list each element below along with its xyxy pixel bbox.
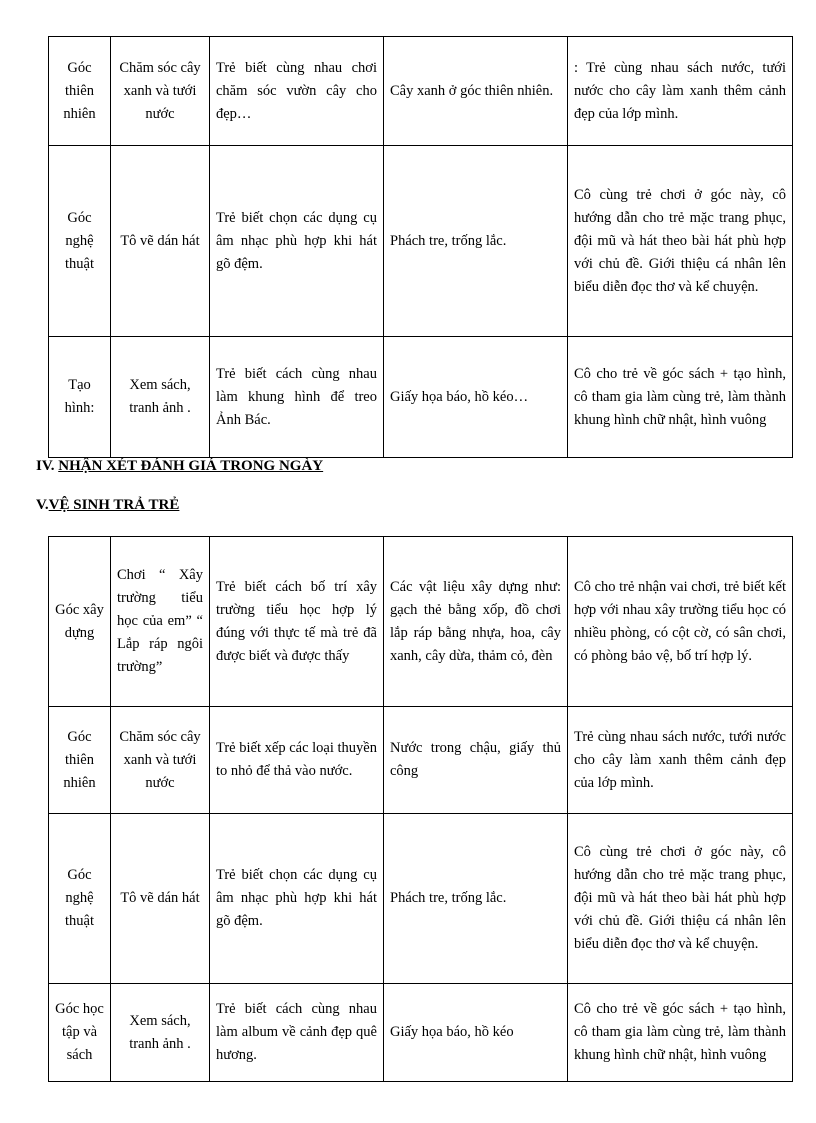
procedure-cell: Cô cho trẻ về góc sách + tạo hình, cô tham gia làm cùng trẻ, làm thành khung hình chữ nhật, hình vuông xyxy=(568,337,793,458)
section-title: NHẬN XÉT ĐÁNH GIÁ TRONG NGÀY xyxy=(58,458,324,474)
materials-cell: Phách tre, trống lắc. xyxy=(384,814,568,984)
materials-cell: Giấy họa báo, hồ kéo xyxy=(384,984,568,1082)
corner-cell: Góc nghệ thuật xyxy=(49,814,111,984)
table-row xyxy=(49,37,793,146)
materials-cell: Giấy họa báo, hồ kéo… xyxy=(384,337,568,458)
activity-cell: Tô vẽ dán hát xyxy=(111,814,210,984)
procedure-cell: Cô cho trẻ về góc sách + tạo hình, cô tham gia làm cùng trẻ, làm thành khung hình chữ nhật, hình vuông xyxy=(568,984,793,1082)
activity-cell: Xem sách, tranh ảnh . xyxy=(111,984,210,1082)
section-heading-hygiene xyxy=(36,497,179,514)
corner-cell: Tạo hình: xyxy=(49,337,111,458)
corner-cell: Góc học tập và sách xyxy=(49,984,111,1082)
table-row xyxy=(49,984,793,1082)
corner-cell: Góc thiên nhiên xyxy=(49,37,111,146)
materials-cell: Phách tre, trống lắc. xyxy=(384,146,568,337)
procedure-cell: : Trẻ cùng nhau sách nước, tưới nước cho cây làm xanh thêm cảnh đẹp của lớp mình. xyxy=(568,37,793,146)
activity-table-2 xyxy=(48,536,793,1082)
materials-cell: Các vật liệu xây dựng như: gạch thẻ bằng xốp, đồ chơi lắp ráp bằng nhựa, hoa, cây xanh, cây dừa, thảm cỏ, đèn xyxy=(384,537,568,707)
section-number: V. xyxy=(36,497,49,513)
objective-cell: Trẻ biết chọn các dụng cụ âm nhạc phù hợp khi hát gõ đệm. xyxy=(210,814,384,984)
procedure-cell: Trẻ cùng nhau sách nước, tưới nước cho cây làm xanh thêm cảnh đẹp của lớp mình. xyxy=(568,707,793,814)
table-row xyxy=(49,337,793,458)
materials-cell: Nước trong chậu, giấy thủ công xyxy=(384,707,568,814)
table-row xyxy=(49,814,793,984)
corner-cell: Góc xây dựng xyxy=(49,537,111,707)
materials-cell: Cây xanh ở góc thiên nhiên. xyxy=(384,37,568,146)
objective-cell: Trẻ biết cùng nhau chơi chăm sóc vườn cây cho đẹp… xyxy=(210,37,384,146)
objective-cell: Trẻ biết xếp các loại thuyền to nhỏ để thả vào nước. xyxy=(210,707,384,814)
table-row xyxy=(49,146,793,337)
activity-cell: Chơi “ Xây trường tiểu học của em” “ Lắp ráp ngôi trường” xyxy=(111,537,210,707)
activity-table-1 xyxy=(48,36,793,458)
table-row xyxy=(49,707,793,814)
activity-cell: Chăm sóc cây xanh và tưới nước xyxy=(111,707,210,814)
activity-cell: Tô vẽ dán hát xyxy=(111,146,210,337)
objective-cell: Trẻ biết cách cùng nhau làm khung hình để treo Ảnh Bác. xyxy=(210,337,384,458)
section-number: IV. xyxy=(36,458,55,474)
section-title: VỆ SINH TRẢ TRẺ xyxy=(48,497,180,513)
procedure-cell: Cô cùng trẻ chơi ở góc này, cô hướng dẫn cho trẻ mặc trang phục, đội mũ và hát theo bài hát phù hợp với chủ đề. Giới thiệu cá nhân lên biểu diễn đọc thơ và kể chuyện. xyxy=(568,146,793,337)
activity-cell: Xem sách, tranh ảnh . xyxy=(111,337,210,458)
activity-cell: Chăm sóc cây xanh và tưới nước xyxy=(111,37,210,146)
corner-cell: Góc nghệ thuật xyxy=(49,146,111,337)
procedure-cell: Cô cho trẻ nhận vai chơi, trẻ biết kết hợp với nhau xây trường tiểu học có nhiều phòng, có cột cờ, có sân chơi, có phòng bảo vệ, bố trí hợp lý. xyxy=(568,537,793,707)
corner-cell: Góc thiên nhiên xyxy=(49,707,111,814)
section-heading-evaluation xyxy=(36,458,323,475)
objective-cell: Trẻ biết cách bố trí xây trường tiểu học hợp lý đúng với thực tế mà trẻ đã được biết và được thấy xyxy=(210,537,384,707)
procedure-cell: Cô cùng trẻ chơi ở góc này, cô hướng dẫn cho trẻ mặc trang phục, đội mũ và hát theo bài hát phù hợp với chủ đề. Giới thiệu cá nhân lên biểu diễn đọc thơ và kể chuyện. xyxy=(568,814,793,984)
table-row xyxy=(49,537,793,707)
objective-cell: Trẻ biết chọn các dụng cụ âm nhạc phù hợp khi hát gõ đệm. xyxy=(210,146,384,337)
objective-cell: Trẻ biết cách cùng nhau làm album về cảnh đẹp quê hương. xyxy=(210,984,384,1082)
